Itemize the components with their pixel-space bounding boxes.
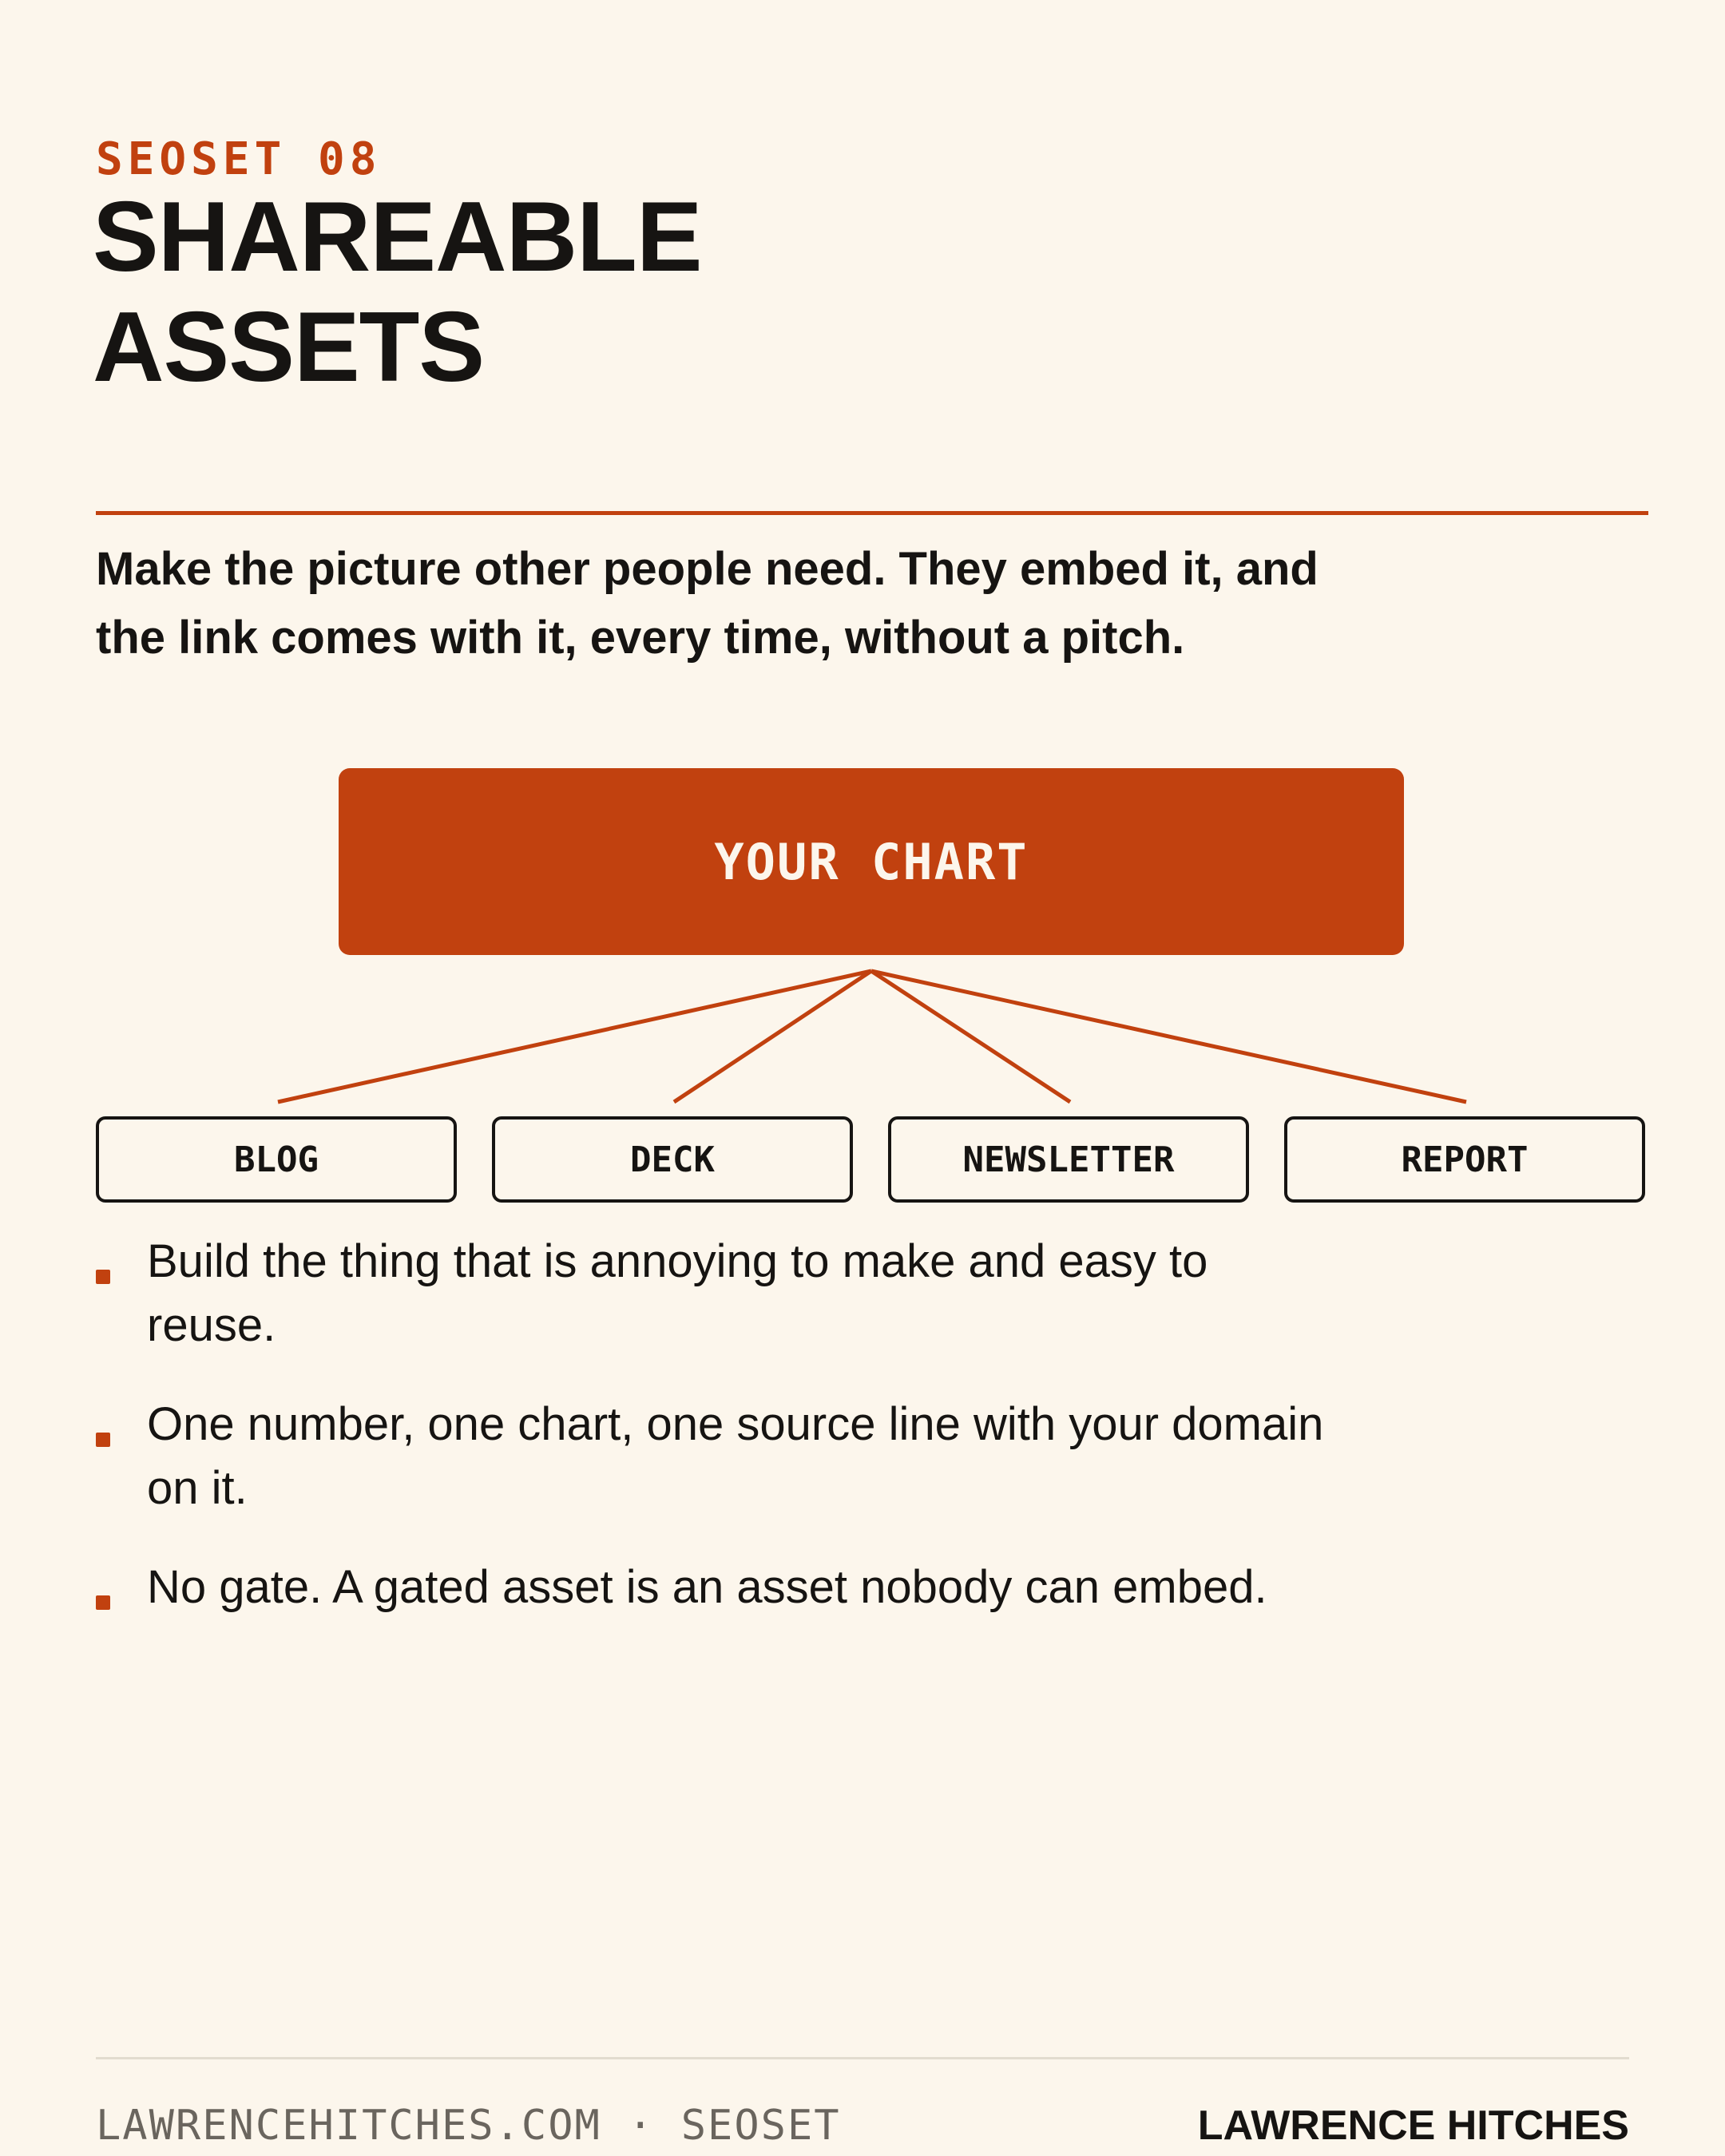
bullet-marker-icon: [96, 1595, 110, 1610]
footer-author: LAWRENCE HITCHES: [1197, 2102, 1629, 2149]
target-node-label: DECK: [630, 1139, 715, 1180]
footer-divider: [96, 2057, 1629, 2059]
bullet-marker-icon: [96, 1270, 110, 1284]
page-title-line-1: SHAREABLE: [93, 182, 702, 292]
lede-line-2: the link comes with it, every time, without a pitch.: [96, 612, 1185, 664]
target-node-deck: [492, 1116, 853, 1203]
target-node-newsletter: [888, 1116, 1249, 1203]
target-node-report: [1284, 1116, 1645, 1203]
list-item: [96, 1556, 1453, 1619]
bullet-text-line: One number, one chart, one source line with your domain: [147, 1398, 1324, 1450]
list-item: [96, 1230, 1453, 1357]
bullet-marker-icon: [96, 1433, 110, 1447]
connector-deck: [674, 971, 871, 1102]
series-kicker: SEOSET 08: [96, 133, 382, 185]
target-node-label: NEWSLETTER: [962, 1139, 1175, 1180]
target-node-label: BLOG: [234, 1139, 319, 1180]
connector-report: [871, 971, 1466, 1102]
lede-line-1: Make the picture other people need. They embed it, and: [96, 543, 1319, 595]
target-node-blog: [96, 1116, 457, 1203]
connector-newsletter: [871, 971, 1070, 1102]
list-item: [96, 1393, 1453, 1520]
bullet-text-line: reuse.: [147, 1299, 276, 1351]
bullet-list: [96, 1230, 1453, 1655]
page-title-line-2: ASSETS: [93, 292, 485, 402]
bullet-text-line: No gate. A gated asset is an asset nobody can embed.: [147, 1561, 1267, 1613]
source-node-label: YOUR CHART: [714, 832, 1029, 891]
footer-site-link[interactable]: LAWRENCEHITCHES.COM · SEOSET: [96, 2102, 841, 2150]
connector-blog: [278, 971, 871, 1102]
target-node-label: REPORT: [1401, 1139, 1529, 1180]
bullet-text-line: Build the thing that is annoying to make and easy to: [147, 1235, 1208, 1287]
bullet-text-line: on it.: [147, 1462, 248, 1514]
